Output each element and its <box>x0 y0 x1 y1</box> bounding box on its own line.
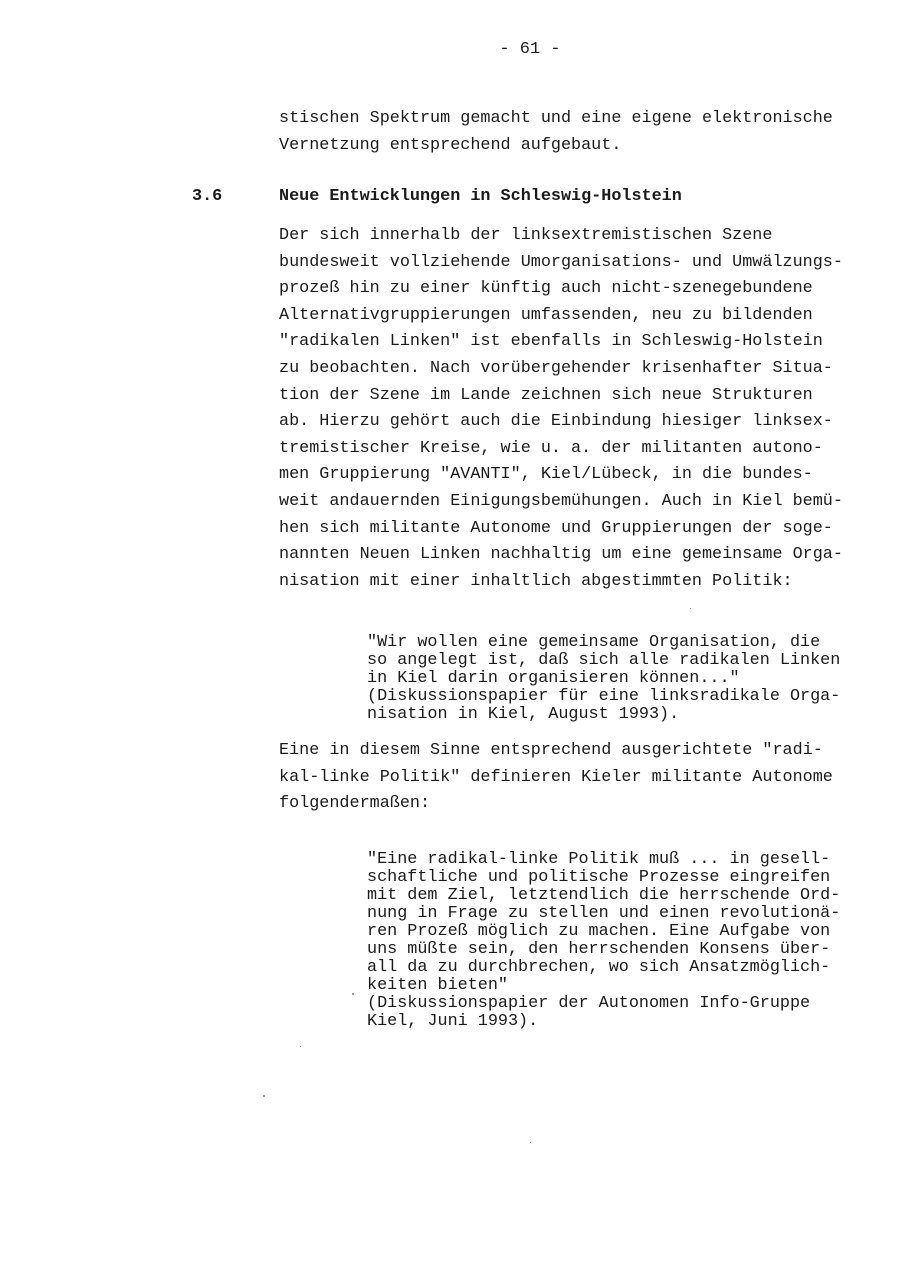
paragraph-line: zu beobachten. Nach vorübergehender krisenhafter Situa- <box>279 358 833 378</box>
paragraph-line: "radikalen Linken" ist ebenfalls in Schleswig-Holstein <box>279 332 823 352</box>
quote-line: schaftliche und politische Prozesse eingreifen <box>367 868 831 887</box>
quote-line: Kiel, Juni 1993). <box>367 1012 539 1031</box>
paragraph-line: folgendermaßen: <box>279 794 431 814</box>
quote-block-2 <box>367 851 840 1031</box>
paragraph-line: tion der Szene im Lande zeichnen sich neue Strukturen <box>279 385 813 405</box>
quote-line: (Diskussionspapier der Autonomen Info-Gruppe <box>367 994 811 1013</box>
paragraph-line: ab. Hierzu gehört auch die Einbindung hiesiger linksex- <box>279 412 833 432</box>
paragraph-line: hen sich militante Autonome und Gruppierungen der soge- <box>279 518 833 538</box>
quote-line: (Diskussionspapier für eine linksradikale Orga- <box>367 687 841 706</box>
paragraph-line: tremistischer Kreise, wie u. a. der militanten autono- <box>279 438 823 458</box>
paragraph-line: kal-linke Politik" definieren Kieler militante Autonome <box>279 767 833 787</box>
section-title: Neue Entwicklungen in Schleswig-Holstein <box>279 187 682 206</box>
scan-speck <box>263 1095 265 1097</box>
paragraph-line: Eine in diesem Sinne entsprechend ausgerichtete "radi- <box>279 741 823 760</box>
quote-line: so angelegt ist, daß sich alle radikalen Linken <box>367 651 841 670</box>
paragraph-line: Alternativgruppierungen umfassenden, neu zu bildenden <box>279 305 813 325</box>
quote-line: nung in Frage zu stellen und einen revolutionä- <box>367 904 841 923</box>
scan-speck <box>530 1142 531 1143</box>
paragraph-line: weit andauernden Einigungsbemühungen. Auch in Kiel bemü- <box>279 491 843 511</box>
paragraph-line: nisation mit einer inhaltlich abgestimmten Politik: <box>279 571 793 591</box>
paragraph-line: nannten Neuen Linken nachhaltig um eine gemeinsame Orga- <box>279 545 843 565</box>
paragraph-line: bundesweit vollziehende Umorganisations- und Umwälzungs- <box>279 252 843 272</box>
main-paragraph <box>279 223 843 595</box>
quote-line: in Kiel darin organisieren können..." <box>367 669 740 688</box>
quote-line: uns müßte sein, den herrschenden Konsens über- <box>367 940 831 959</box>
quote-line: nisation in Kiel, August 1993). <box>367 705 680 724</box>
intro-line: Vernetzung entsprechend aufgebaut. <box>279 135 622 155</box>
quote-line: "Wir wollen eine gemeinsame Organisation, die <box>367 633 821 652</box>
paragraph-line: prozeß hin zu einer künftig auch nicht-szenegebundene <box>279 279 813 299</box>
section-number: 3.6 <box>192 187 223 206</box>
quote-line: "Eine radikal-linke Politik muß ... in gesell- <box>367 850 831 869</box>
intro-line: stischen Spektrum gemacht und eine eigene elektronische <box>279 109 833 128</box>
quote-line: mit dem Ziel, letztendlich die herrschende Ord- <box>367 886 841 905</box>
quote-line: all da zu durchbrechen, wo sich Ansatzmöglich- <box>367 958 831 977</box>
second-paragraph <box>279 738 833 818</box>
intro-paragraph <box>279 106 833 159</box>
quote-block-1 <box>367 634 840 724</box>
paragraph-line: men Gruppierung "AVANTI", Kiel/Lübeck, in die bundes- <box>279 465 813 485</box>
scan-speck <box>300 1046 301 1047</box>
quote-line: keiten bieten" <box>367 976 508 995</box>
paragraph-line: Der sich innerhalb der linksextremistischen Szene <box>279 226 773 245</box>
scan-speck <box>352 993 354 995</box>
page-number: - 61 - <box>499 40 561 59</box>
quote-line: ren Prozeß möglich zu machen. Eine Aufgabe von <box>367 922 831 941</box>
scan-speck <box>690 608 691 609</box>
